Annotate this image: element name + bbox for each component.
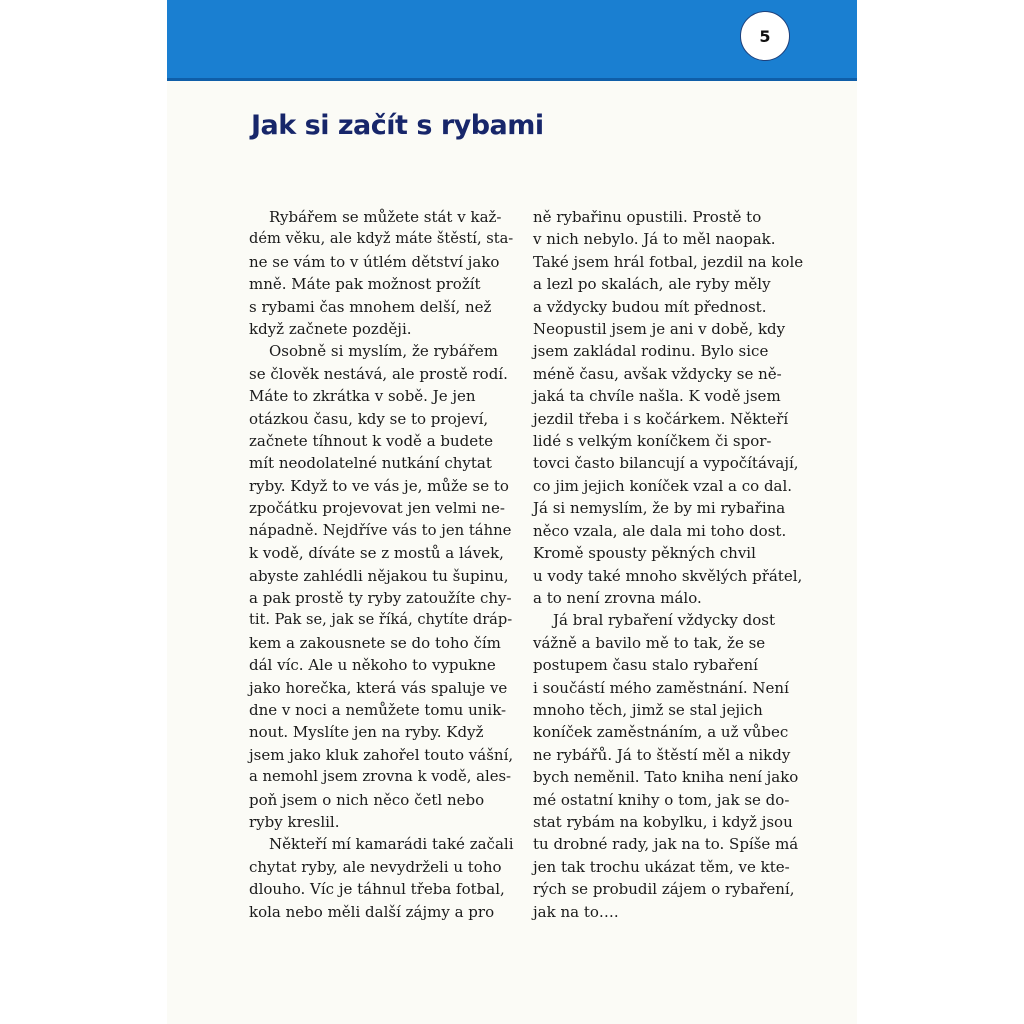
text-line: Máte to zkrátka v sobě. Je jen (249, 387, 476, 406)
text-line: jaká ta chvíle našla. K vodě jsem (533, 387, 781, 406)
text-line: a pak prostě ty ryby zatoužíte chy- (249, 588, 512, 607)
text-column-left (249, 206, 514, 923)
text-line: ryby. Když to ve vás je, může se to (249, 476, 509, 495)
text-line: rých se probudil zájem o rybaření, (533, 880, 795, 899)
text-line: chytat ryby, ale nevydrželi u toho (249, 857, 502, 876)
text-line: a vždycky budou mít přednost. (533, 297, 767, 316)
text-line: jen tak trochu ukázat těm, ve kte- (533, 857, 790, 876)
text-line: mně. Máte pak možnost prožít (249, 275, 481, 294)
text-line: lidé s velkým koníčkem či spor- (533, 432, 772, 451)
text-line: méně času, avšak vždycky se ně- (533, 364, 782, 383)
text-line: kola nebo měli další zájmy a pro (249, 902, 495, 921)
header-divider (167, 78, 857, 81)
text-line: nout. Myslíte jen na ryby. Když (249, 723, 484, 742)
text-line: Kromě spousty pěkných chvil (533, 544, 756, 563)
text-line: jezdil třeba i s kočárkem. Někteří (533, 409, 789, 428)
text-line: se člověk nestává, ale prostě rodí. (249, 364, 508, 383)
text-line: i součástí mého zaměstnání. Není (533, 678, 789, 697)
text-line: vážně a bavilo mě to tak, že se (533, 633, 766, 652)
text-line: co jim jejich koníček vzal a co dal. (533, 476, 793, 495)
text-line: mé ostatní knihy o tom, jak se do- (533, 790, 790, 809)
chapter-title: Jak si začít s rybami (251, 110, 544, 141)
text-line: otázkou času, kdy se to projeví, (249, 409, 489, 428)
text-line: Také jsem hrál fotbal, jezdil na kole (533, 252, 804, 271)
text-line: koníček zaměstnáním, a už vůbec (533, 723, 789, 742)
text-line: mít neodolatelné nutkání chytat (249, 454, 492, 473)
text-line: Já si nemyslím, že by mi rybařina (533, 499, 786, 518)
text-line: dál víc. Ale u někoho to vypukne (249, 656, 496, 675)
text-line: ryby kreslil. (249, 812, 340, 831)
text-line: u vody také mnoho skvělých přátel, (533, 566, 803, 585)
text-line: a lezl po skalách, ale ryby měly (533, 275, 771, 294)
text-line: bych neměnil. Tato kniha není jako (533, 768, 799, 787)
text-line: Někteří mí kamarádi také začali (269, 835, 514, 854)
text-line: když začnete později. (249, 320, 412, 339)
text-line: jsem jako kluk zahořel touto vášní, (249, 745, 514, 764)
text-line: dne v noci a nemůžete tomu unik- (249, 700, 507, 719)
text-line: ne rybářů. Já to štěstí měl a nikdy (533, 745, 791, 764)
text-line: jako horečka, která vás spaluje ve (249, 678, 508, 697)
text-line: tit. Pak se, jak se říká, chytíte dráp- (249, 611, 513, 629)
text-line: kem a zakousnete se do toho čím (249, 633, 501, 652)
text-line: něco vzala, ale dala mi toho dost. (533, 521, 787, 540)
text-line: dlouho. Víc je táhnul třeba fotbal, (249, 880, 505, 899)
text-line: tovci často bilancují a vypočítávají, (533, 454, 799, 473)
text-line: jsem zakládal rodinu. Bylo sice (533, 342, 769, 361)
text-line: Neopustil jsem je ani v době, kdy (533, 320, 786, 339)
text-line: Rybářem se můžete stát v kaž- (269, 208, 502, 226)
text-column-right (533, 206, 803, 923)
text-line: nápadně. Nejdříve vás to jen táhne (249, 521, 512, 539)
text-line: ně rybařinu opustili. Prostě to (533, 208, 762, 226)
text-line: jak na to…. (533, 902, 619, 921)
text-line: poň jsem o nich něco četl nebo (249, 790, 485, 809)
text-line: mnoho těch, jimž se stal jejich (533, 700, 763, 719)
text-line: zpočátku projevovat jen velmi ne- (249, 499, 505, 518)
text-line: stat rybám na kobylku, i když jsou (533, 812, 793, 831)
text-line: abyste zahlédli nějakou tu šupinu, (249, 566, 509, 585)
text-line: ne se vám to v útlém dětství jako (249, 252, 500, 271)
page-number-badge: 5 (740, 11, 790, 61)
text-line: tu drobné rady, jak na to. Spíše má (533, 835, 799, 854)
text-line: postupem času stalo rybaření (533, 656, 758, 675)
text-line: a to není zrovna málo. (533, 588, 702, 607)
book-page (167, 0, 857, 1024)
text-line: a nemohl jsem zrovna k vodě, ales- (249, 768, 512, 786)
text-line: k vodě, díváte se z mostů a lávek, (249, 544, 504, 563)
text-line: s rybami čas mnohem delší, než (249, 297, 492, 316)
text-line: Já bral rybaření vždycky dost (553, 611, 776, 630)
text-line: Osobně si myslím, že rybářem (269, 342, 498, 361)
text-line: začnete tíhnout k vodě a budete (249, 432, 494, 451)
text-line: dém věku, ale když máte štěstí, sta- (249, 230, 514, 248)
text-line: v nich nebylo. Já to měl naopak. (533, 230, 776, 249)
